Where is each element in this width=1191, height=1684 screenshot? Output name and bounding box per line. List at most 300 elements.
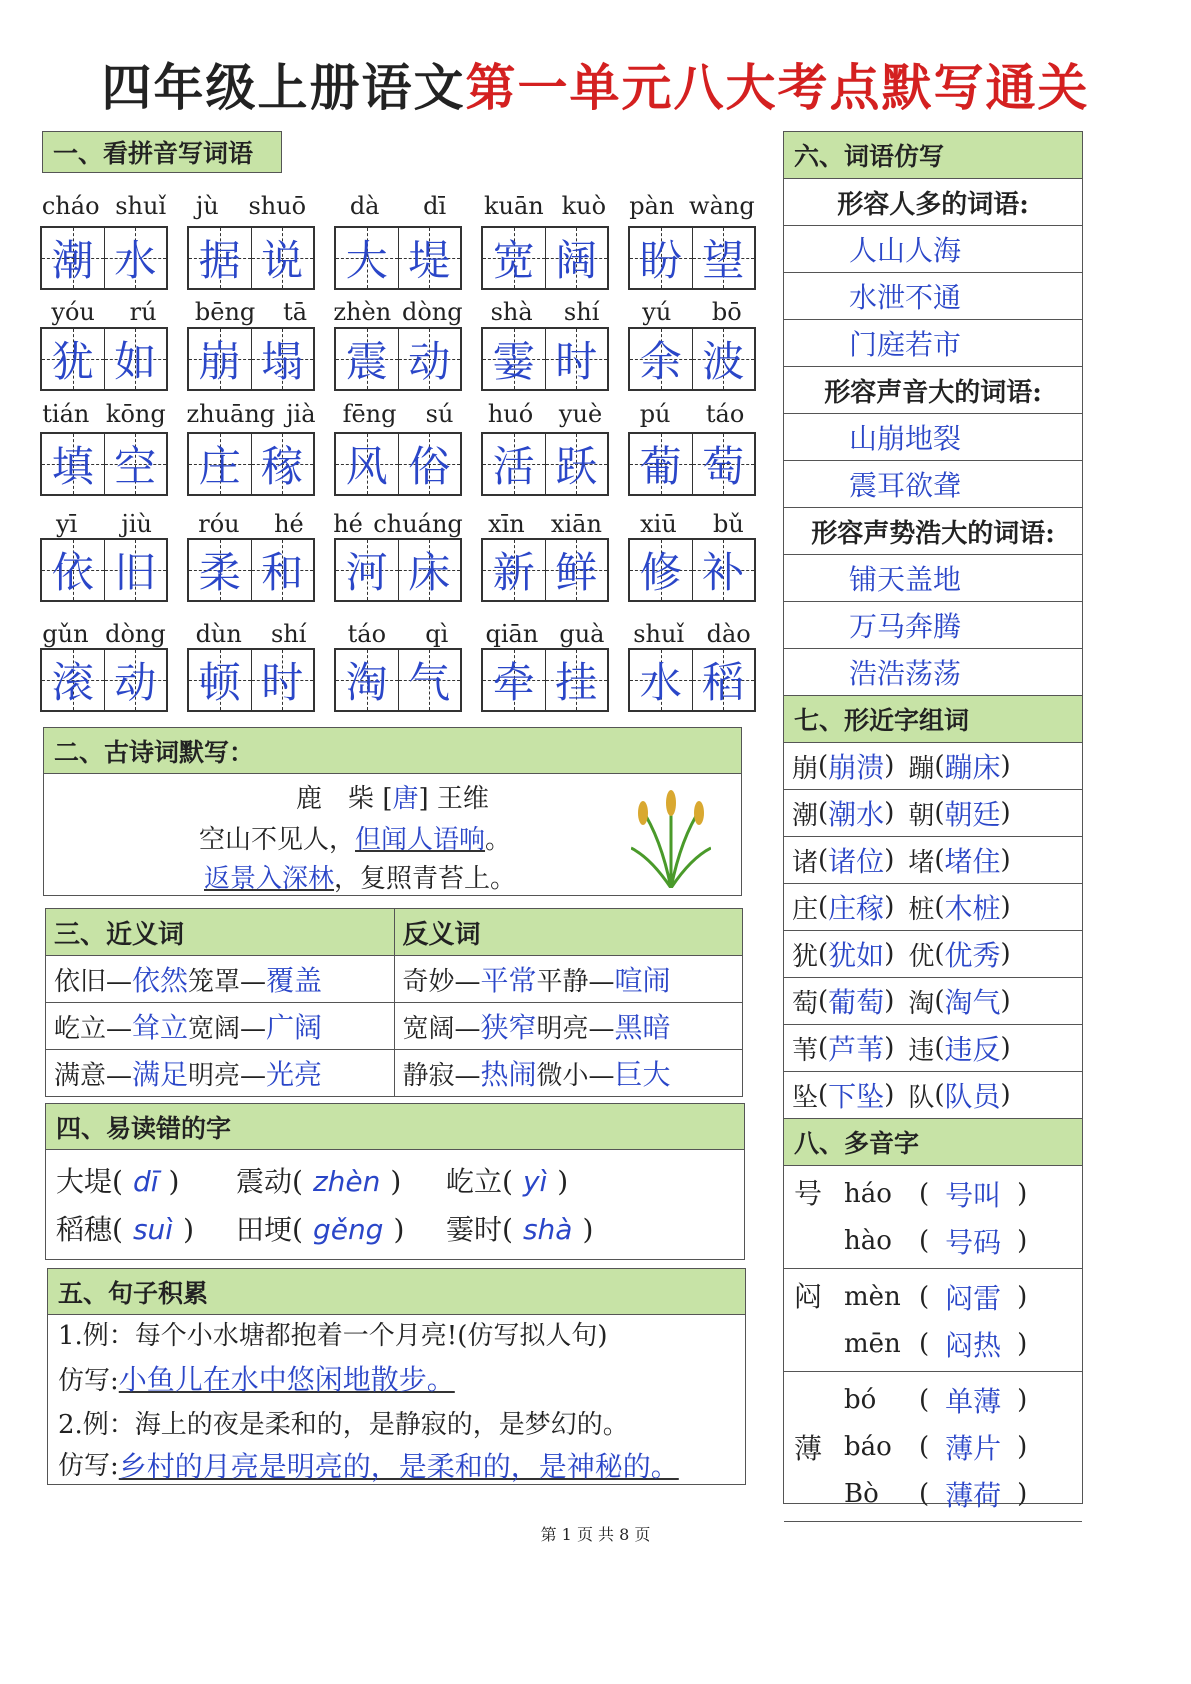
- synonym-header: 三、近义词: [46, 909, 395, 956]
- pinyin-answer: gěng: [312, 1213, 384, 1246]
- paren: (: [818, 798, 829, 828]
- paren: (: [934, 1080, 945, 1110]
- tianzige-box: [481, 226, 609, 290]
- answer-character: 滚: [51, 658, 94, 707]
- pinyin-syllable: huó: [487, 400, 534, 428]
- similar-char-row: [784, 1025, 1082, 1072]
- right-column: [783, 131, 1083, 1512]
- character-cell: [42, 329, 104, 389]
- reading-item: [236, 1208, 446, 1248]
- character-cell: [398, 228, 461, 288]
- pinyin-syllable: pú: [639, 400, 671, 428]
- answer-character: 宽: [492, 236, 535, 285]
- char-prompt: 朝: [908, 800, 935, 831]
- tianzige-box: [40, 432, 168, 496]
- answer-character: 挂: [555, 658, 598, 707]
- word-answer: 庄稼: [828, 892, 885, 925]
- idiom-answer: 万马奔腾: [784, 602, 1082, 649]
- paren: ): [884, 986, 895, 1016]
- pinyin: mèn: [844, 1281, 901, 1312]
- answer-character: 稻: [702, 658, 745, 707]
- character-cell: [336, 329, 398, 389]
- word-prompt: 宽阔—: [402, 1014, 481, 1044]
- answer-character: 时: [261, 658, 304, 707]
- pinyin-syllable: shuǐ: [633, 620, 685, 648]
- paren: ): [168, 1165, 180, 1198]
- answer-character: 补: [702, 548, 745, 597]
- word-prompt: 依旧—: [54, 967, 133, 997]
- character-cell: [42, 434, 104, 494]
- word-answer: 淘气: [944, 986, 1001, 1019]
- poem-text: ，复照青苔上。: [334, 864, 517, 894]
- pinyin-syllable: hé: [333, 510, 363, 538]
- paren: (: [919, 1478, 930, 1509]
- answer-character: 跃: [555, 442, 598, 491]
- similar-char-row: [784, 978, 1082, 1025]
- char-prompt: 蹦: [908, 753, 935, 784]
- word-category-label: 形容声势浩大的词语:: [784, 508, 1082, 555]
- char-prompt: 萄: [792, 988, 819, 1019]
- character-cell: [483, 650, 545, 710]
- paren: (: [818, 1033, 829, 1063]
- pinyin-label: [181, 298, 321, 326]
- character-cell: [189, 650, 251, 710]
- table-row: [46, 956, 743, 1003]
- imitate-answer-2: 乡村的月亮是明亮的，是柔和的，是神秘的。: [118, 1450, 679, 1483]
- answer-character: 淘: [345, 658, 388, 707]
- pinyin-syllable: róu: [198, 510, 240, 538]
- word-answer: 木桩: [944, 892, 1001, 925]
- paren: (: [818, 751, 829, 781]
- idiom-answer: 山崩地裂: [784, 414, 1082, 461]
- tianzige-box: [334, 648, 462, 712]
- pinyin-label: [181, 620, 321, 648]
- paren: (: [934, 1033, 945, 1063]
- tianzige-box: [628, 327, 756, 391]
- word-prompt: 明亮—: [188, 1061, 267, 1091]
- table-cell: [46, 1050, 395, 1097]
- polyphone-item: [784, 1376, 1082, 1423]
- paren: ): [1017, 1478, 1028, 1509]
- tianzige-box: [334, 538, 462, 602]
- word-answer: 堵住: [944, 845, 1001, 878]
- polyphone-char: 号: [794, 1177, 823, 1210]
- char-prompt: 堵: [908, 847, 935, 878]
- polyphone-char: 闷: [794, 1280, 823, 1313]
- character-cell: [336, 228, 398, 288]
- pinyin-syllable: tā: [283, 298, 308, 326]
- pinyin-syllable: shà: [490, 298, 533, 326]
- character-cell: [692, 228, 755, 288]
- paren: ): [1017, 1431, 1028, 1462]
- paren: ): [884, 1033, 895, 1063]
- paren: ): [884, 939, 895, 969]
- pinyin-syllable: bō: [711, 298, 742, 326]
- example-2: 2.例：海上的夜是柔和的，是静寂的，是梦幻的。: [58, 1410, 629, 1440]
- pinyin-syllable: qiān: [485, 620, 539, 648]
- pinyin-label: [622, 400, 762, 428]
- poem-answer: 返景入深林: [204, 864, 335, 894]
- answer-character: 鲜: [555, 548, 598, 597]
- pinyin-label: [328, 192, 468, 220]
- word-prompt: 屹立—: [54, 1014, 133, 1044]
- answer-character: 大: [345, 236, 388, 285]
- word-answer: 狭窄: [480, 1011, 537, 1044]
- reading-item: [56, 1208, 236, 1248]
- word-answer: 光亮: [266, 1058, 323, 1091]
- table-cell: [394, 956, 743, 1003]
- character-cell: [398, 329, 461, 389]
- similar-char-row: [784, 790, 1082, 837]
- paren: ): [884, 751, 895, 781]
- paren: ): [393, 1213, 405, 1246]
- imitate-label: 仿写:: [58, 1366, 119, 1396]
- pinyin-label: [475, 298, 615, 326]
- pinyin-syllable: dī: [423, 192, 447, 220]
- pinyin-answer: dī: [132, 1165, 159, 1198]
- section4-header: 四、易读错的字: [46, 1104, 744, 1150]
- synonym-antonym-table: [45, 908, 743, 1097]
- pinyin-syllable: cháo: [41, 192, 100, 220]
- table-cell: [46, 1003, 395, 1050]
- title-red: 第一单元八大考点默写通关: [465, 58, 1090, 117]
- tianzige-box: [187, 538, 315, 602]
- character-cell: [630, 434, 692, 494]
- paren: (: [919, 1328, 930, 1359]
- pinyin-syllable: yī: [56, 510, 78, 538]
- polyphone-item: [784, 1423, 1082, 1470]
- pinyin-syllable: kōng: [105, 400, 166, 428]
- word-answer: 芦苇: [828, 1033, 885, 1066]
- character-cell: [336, 650, 398, 710]
- char-prompt: 淘: [908, 988, 935, 1019]
- paren: (: [919, 1281, 930, 1312]
- answer-character: 牵: [492, 658, 535, 707]
- section5-panel: [47, 1268, 746, 1485]
- table-cell: [46, 956, 395, 1003]
- word-answer: 薄片: [945, 1431, 1002, 1465]
- char-prompt: 庄: [792, 894, 819, 925]
- paren: (: [919, 1384, 930, 1415]
- section8-header: 八、多音字: [784, 1119, 1082, 1166]
- idiom-answer: 浩浩荡荡: [784, 649, 1082, 696]
- character-cell: [545, 434, 608, 494]
- word-answer: 犹如: [828, 939, 885, 972]
- word-prompt: 屹立(: [446, 1165, 513, 1198]
- answer-character: 崩: [198, 337, 241, 386]
- pinyin-syllable: xiān: [550, 510, 602, 538]
- section6-header: 六、词语仿写: [784, 132, 1082, 179]
- paren: (: [934, 845, 945, 875]
- similar-char-row: [784, 743, 1082, 790]
- char-prompt: 桩: [908, 894, 935, 925]
- character-cell: [630, 228, 692, 288]
- answer-character: 和: [261, 548, 304, 597]
- pinyin-syllable: pàn: [629, 192, 675, 220]
- character-cell: [692, 329, 755, 389]
- table-row: [46, 1050, 743, 1097]
- pinyin-label: [34, 620, 174, 648]
- table-row: [46, 1003, 743, 1050]
- pinyin-label: [181, 510, 321, 538]
- word-prompt: 静寂—: [402, 1061, 481, 1091]
- char-prompt: 队: [908, 1082, 935, 1113]
- paren: ): [1017, 1281, 1028, 1312]
- polyphone-group: [784, 1269, 1082, 1372]
- pinyin-syllable: táo: [347, 620, 387, 648]
- answer-character: 柔: [198, 548, 241, 597]
- section1-header: 一、看拼音写词语: [42, 131, 282, 173]
- paren: ): [884, 1080, 895, 1110]
- word-answer: 崩溃: [828, 751, 885, 784]
- paren: ): [1000, 845, 1011, 875]
- tianzige-box: [481, 538, 609, 602]
- section2-panel: [43, 727, 742, 896]
- tianzige-box: [40, 226, 168, 290]
- pinyin-label: [181, 400, 321, 428]
- similar-char-row: [784, 884, 1082, 931]
- character-cell: [104, 434, 167, 494]
- tianzige-box: [628, 538, 756, 602]
- answer-character: 顿: [198, 658, 241, 707]
- character-cell: [189, 228, 251, 288]
- pinyin: báo: [844, 1431, 892, 1462]
- tianzige-box: [40, 648, 168, 712]
- character-cell: [483, 434, 545, 494]
- imitate-label: 仿写:: [58, 1451, 119, 1481]
- table-cell: [394, 1003, 743, 1050]
- poem-dynasty: 唐: [392, 784, 419, 814]
- pinyin-label: [34, 298, 174, 326]
- pinyin-syllable: shí: [563, 298, 600, 326]
- word-answer: 广阔: [266, 1011, 323, 1044]
- word-answer: 覆盖: [266, 964, 323, 997]
- paren: ): [1017, 1328, 1028, 1359]
- pinyin-syllable: gǔn: [42, 620, 89, 648]
- paren: (: [919, 1431, 930, 1462]
- answer-character: 波: [702, 337, 745, 386]
- paren: ): [1000, 986, 1011, 1016]
- pinyin-syllable: yóu: [51, 298, 95, 326]
- char-prompt: 潮: [792, 800, 819, 831]
- word-prompt: 奇妙—: [402, 967, 481, 997]
- pinyin-syllable: bǔ: [713, 510, 744, 538]
- pinyin-syllable: zhuāng: [186, 400, 276, 428]
- answer-character: 余: [639, 337, 682, 386]
- pinyin-syllable: shuō: [248, 192, 307, 220]
- polyphone-item: [784, 1273, 1082, 1320]
- word-prompt: 明亮—: [536, 1014, 615, 1044]
- answer-character: 水: [114, 236, 157, 285]
- paren: ): [582, 1213, 594, 1246]
- paren: ): [884, 845, 895, 875]
- character-cell: [545, 228, 608, 288]
- word-prompt: 稻穗(: [56, 1213, 123, 1246]
- pinyin-syllable: wàng: [689, 192, 755, 220]
- character-cell: [336, 434, 398, 494]
- answer-character: 堤: [408, 236, 451, 285]
- pinyin-answer: shà: [522, 1213, 573, 1246]
- answer-character: 犹: [51, 337, 94, 386]
- pinyin-answer: suì: [132, 1213, 174, 1246]
- pinyin-syllable: fēng: [342, 400, 397, 428]
- pinyin-syllable: yú: [642, 298, 672, 326]
- paren: ): [557, 1165, 569, 1198]
- pinyin-label: [622, 298, 762, 326]
- word-answer: 潮水: [828, 798, 885, 831]
- reading-item: [236, 1160, 446, 1200]
- answer-character: 说: [261, 236, 304, 285]
- paren: (: [919, 1225, 930, 1256]
- pinyin-syllable: dòng: [105, 620, 166, 648]
- poem-heading: 鹿 柴 [唐] 王维: [296, 784, 489, 814]
- answer-character: 旧: [114, 548, 157, 597]
- word-prompt: 震动(: [236, 1165, 303, 1198]
- character-cell: [42, 228, 104, 288]
- answer-character: 葡: [639, 442, 682, 491]
- word-prompt: 田埂(: [236, 1213, 303, 1246]
- answer-character: 庄: [198, 442, 241, 491]
- paren: (: [818, 892, 829, 922]
- pinyin-label: [328, 298, 468, 326]
- answer-character: 据: [198, 236, 241, 285]
- word-answer: 闷热: [945, 1328, 1002, 1362]
- idiom-answer: 震耳欲聋: [784, 461, 1082, 508]
- pinyin-label: [328, 510, 468, 538]
- similar-char-row: [784, 931, 1082, 978]
- paren: ): [1017, 1384, 1028, 1415]
- paren: ): [884, 892, 895, 922]
- character-cell: [545, 650, 608, 710]
- tianzige-box: [628, 432, 756, 496]
- idiom-answer: 水泄不通: [784, 273, 1082, 320]
- word-category-label: 形容人多的词语:: [784, 179, 1082, 226]
- pinyin-answer: zhèn: [312, 1165, 381, 1198]
- pinyin-syllable: xīn: [488, 510, 525, 538]
- pinyin-syllable: yuè: [558, 400, 603, 428]
- pinyin-syllable: dùn: [195, 620, 242, 648]
- word-answer: 下坠: [828, 1080, 885, 1113]
- word-answer: 满足: [132, 1058, 189, 1091]
- poem-text: 空山不见人，: [199, 825, 356, 855]
- word-answer: 巨大: [614, 1058, 671, 1091]
- tianzige-box: [187, 327, 315, 391]
- paren: ): [1000, 1080, 1011, 1110]
- similar-char-row: [784, 837, 1082, 884]
- character-cell: [42, 650, 104, 710]
- word-answer: 号叫: [945, 1178, 1002, 1212]
- pinyin: Bò: [844, 1478, 879, 1509]
- word-prompt: 霎时(: [446, 1213, 513, 1246]
- tianzige-box: [334, 226, 462, 290]
- example-1: 1.例：每个小水塘都抱着一个月亮!(仿写拟人句): [58, 1321, 608, 1351]
- character-cell: [336, 540, 398, 600]
- character-cell: [483, 540, 545, 600]
- pinyin: mēn: [844, 1328, 901, 1359]
- answer-character: 风: [345, 442, 388, 491]
- character-cell: [545, 329, 608, 389]
- pinyin-label: [475, 620, 615, 648]
- char-prompt: 崩: [792, 753, 819, 784]
- pinyin-label: [328, 400, 468, 428]
- word-prompt: 平静—: [536, 967, 615, 997]
- pinyin-label: [622, 510, 762, 538]
- tianzige-box: [481, 432, 609, 496]
- pinyin-label: [475, 192, 615, 220]
- pinyin-syllable: kuān: [483, 192, 544, 220]
- answer-character: 塌: [261, 337, 304, 386]
- char-prompt: 犹: [792, 941, 819, 972]
- paren: (: [934, 892, 945, 922]
- answer-character: 依: [51, 548, 94, 597]
- paren: ): [884, 798, 895, 828]
- answer-character: 俗: [408, 442, 451, 491]
- word-answer: 耸立: [132, 1011, 189, 1044]
- pinyin-label: [328, 620, 468, 648]
- pinyin-syllable: bēng: [194, 298, 256, 326]
- answer-character: 河: [345, 548, 388, 597]
- character-cell: [692, 540, 755, 600]
- paren: ): [1000, 751, 1011, 781]
- character-cell: [398, 650, 461, 710]
- character-cell: [251, 434, 314, 494]
- pinyin-syllable: dòng: [401, 298, 463, 326]
- character-cell: [189, 329, 251, 389]
- pinyin-syllable: dà: [349, 192, 380, 220]
- answer-character: 潮: [51, 236, 94, 285]
- character-cell: [545, 540, 608, 600]
- character-cell: [251, 228, 314, 288]
- word-prompt: 大堤(: [56, 1165, 123, 1198]
- idiom-answer: 铺天盖地: [784, 555, 1082, 602]
- word-answer: 号码: [945, 1225, 1002, 1259]
- answer-character: 床: [408, 548, 451, 597]
- pinyin-syllable: jiù: [121, 510, 152, 538]
- answer-character: 震: [345, 337, 388, 386]
- page-footer: 第 1 页 共 8 页: [540, 1525, 651, 1544]
- answer-character: 气: [408, 658, 451, 707]
- word-prompt: 微小—: [536, 1061, 615, 1091]
- word-answer: 热闹: [480, 1058, 537, 1091]
- pinyin-label: [34, 510, 174, 538]
- pinyin-label: [475, 400, 615, 428]
- polyphone-item: [784, 1320, 1082, 1367]
- pinyin-syllable: guà: [559, 620, 605, 648]
- character-cell: [251, 540, 314, 600]
- pinyin-label: [622, 620, 762, 648]
- pinyin: hào: [844, 1225, 892, 1256]
- character-cell: [104, 228, 167, 288]
- paren: ): [1000, 1033, 1011, 1063]
- answer-character: 动: [408, 337, 451, 386]
- paren: (: [919, 1178, 930, 1209]
- paren: (: [934, 939, 945, 969]
- word-answer: 蹦床: [944, 751, 1001, 784]
- pinyin-syllable: xiū: [640, 510, 677, 538]
- pinyin-syllable: chuáng: [373, 510, 463, 538]
- answer-character: 霎: [492, 337, 535, 386]
- poem-title: 鹿 柴: [296, 784, 375, 814]
- pinyin-syllable: dào: [706, 620, 751, 648]
- character-cell: [104, 650, 167, 710]
- word-category-label: 形容声音大的词语:: [784, 367, 1082, 414]
- reading-item: [446, 1160, 646, 1200]
- answer-character: 新: [492, 548, 535, 597]
- pinyin-syllable: tián: [42, 400, 90, 428]
- character-cell: [42, 540, 104, 600]
- character-cell: [630, 650, 692, 710]
- character-cell: [104, 540, 167, 600]
